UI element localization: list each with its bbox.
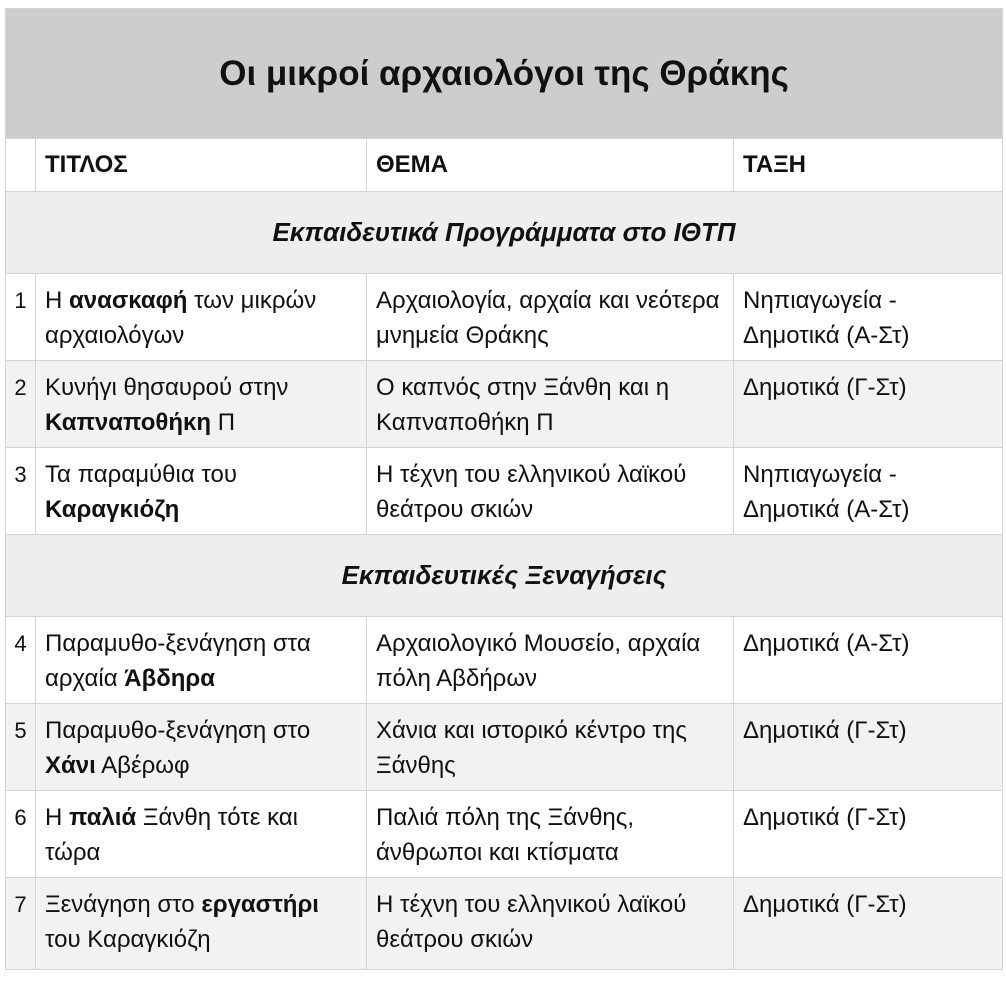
page-title: Οι μικροί αρχαιολόγοι της Θράκης: [6, 9, 1003, 139]
row-number: 7: [6, 878, 36, 970]
header-row: [6, 139, 1003, 192]
row-grade: Δημοτικά (Α-Στ): [734, 617, 1003, 704]
row-number: 2: [6, 361, 36, 448]
row-theme: Παλιά πόλη της Ξάνθης, άνθρωποι και κτίσματα: [367, 791, 734, 878]
title-text: Παραμυθο-ξενάγηση στα αρχαία: [45, 630, 311, 692]
title-text: Κυνήγι θησαυρού στην: [45, 374, 289, 401]
section-heading: Εκπαιδευτικά Προγράμματα στο ΙΘΤΠ: [6, 192, 1003, 274]
programs-table: [5, 8, 1003, 970]
row-title: [36, 274, 367, 361]
title-text: Ξενάγηση στο: [45, 891, 202, 918]
row-title: [36, 448, 367, 535]
row-grade: Δημοτικά (Γ-Στ): [734, 704, 1003, 791]
title-emphasis: ανασκαφή: [69, 287, 188, 314]
title-emphasis: παλιά: [69, 804, 137, 831]
row-theme: Αρχαιολογικό Μουσείο, αρχαία πόλη Αβδήρων: [367, 617, 734, 704]
row-number: 5: [6, 704, 36, 791]
title-emphasis: εργαστήρι: [201, 891, 319, 918]
title-text: Η: [45, 804, 69, 831]
row-number: 6: [6, 791, 36, 878]
programs-table-wrapper: [5, 8, 1002, 970]
row-title: [36, 791, 367, 878]
row-number: 1: [6, 274, 36, 361]
row-grade: Δημοτικά (Γ-Στ): [734, 361, 1003, 448]
section-heading: Εκπαιδευτικές Ξεναγήσεις: [6, 535, 1003, 617]
title-emphasis: Χάνι: [45, 752, 96, 779]
title-text: του Καραγκιόζη: [45, 926, 211, 953]
header-grade: ΤΑΞΗ: [734, 139, 1003, 192]
header-number-cell: [6, 139, 36, 192]
row-theme: Αρχαιολογία, αρχαία και νεότερα μνημεία Θράκης: [367, 274, 734, 361]
table-row: [6, 791, 1003, 878]
row-theme: Ο καπνός στην Ξάνθη και η Καπναποθήκη Π: [367, 361, 734, 448]
title-emphasis: Άβδηρα: [124, 665, 216, 692]
row-number: 3: [6, 448, 36, 535]
section-heading-row: [6, 192, 1003, 274]
title-text: των μικρών αρχαιολόγων: [45, 287, 317, 349]
title-text: Τα παραμύθια του: [45, 461, 237, 488]
section-heading-row: [6, 535, 1003, 617]
row-grade: Νηπιαγωγεία - Δημοτικά (Α-Στ): [734, 274, 1003, 361]
title-text: Π: [211, 409, 236, 436]
title-text: Ξάνθη τότε και τώρα: [45, 804, 298, 866]
title-text: Αβέρωφ: [95, 752, 190, 779]
title-text: Παραμυθο-ξενάγηση στο: [45, 717, 311, 744]
table-row: [6, 704, 1003, 791]
table-row: [6, 274, 1003, 361]
title-text: Η: [45, 287, 69, 314]
table-row: [6, 617, 1003, 704]
table-row: [6, 878, 1003, 970]
row-theme: Χάνια και ιστορικό κέντρο της Ξάνθης: [367, 704, 734, 791]
row-grade: Νηπιαγωγεία - Δημοτικά (Α-Στ): [734, 448, 1003, 535]
row-grade: Δημοτικά (Γ-Στ): [734, 791, 1003, 878]
row-title: [36, 361, 367, 448]
header-title: ΤΙΤΛΟΣ: [36, 139, 367, 192]
title-emphasis: Καπναποθήκη: [45, 409, 212, 436]
row-title: [36, 704, 367, 791]
row-theme: Η τέχνη του ελληνικού λαϊκού θεάτρου σκιών: [367, 448, 734, 535]
row-grade: Δημοτικά (Γ-Στ): [734, 878, 1003, 970]
table-row: [6, 448, 1003, 535]
header-theme: ΘΕΜΑ: [367, 139, 734, 192]
table-row: [6, 361, 1003, 448]
row-title: [36, 878, 367, 970]
row-number: 4: [6, 617, 36, 704]
title-emphasis: Καραγκιόζη: [45, 496, 180, 523]
row-title: [36, 617, 367, 704]
row-theme: Η τέχνη του ελληνικού λαϊκού θεάτρου σκιών: [367, 878, 734, 970]
